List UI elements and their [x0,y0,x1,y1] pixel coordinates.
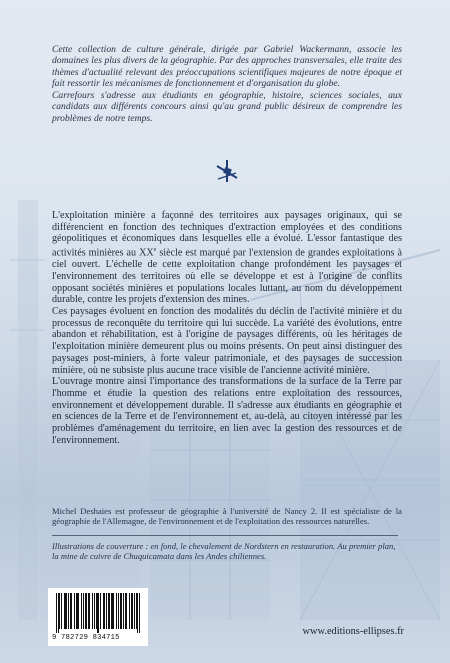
barcode-bar [108,593,109,629]
cover-credits: Illustrations de couverture : en fond, le chevalement de Nordstern en restauration. Au premier plan, la mine de cuivre de Chuquicamata dans les Andes chiliennes. [52,541,396,562]
barcode-bar [83,593,84,629]
barcode-bar [113,593,114,629]
barcode-bar [66,593,67,629]
barcode-bar [81,593,82,629]
barcode-bar [129,593,130,629]
collection-description [52,44,402,125]
summary-paragraph [52,210,402,306]
barcode-bar [78,593,79,629]
barcode-bar [100,593,101,629]
barcode-bar [137,593,138,633]
barcode-icon [56,593,140,633]
barcode-bar [76,593,77,629]
barcode-bar [112,593,113,629]
barcode [48,588,148,646]
barcode-bar [94,593,95,629]
barcode-bar [85,593,86,629]
barcode-bar [56,593,57,633]
barcode-bar [106,593,107,629]
barcode-bar [125,593,126,629]
barcode-bar [74,593,75,629]
century-superscript: e [153,247,157,254]
barcode-bar [120,593,121,629]
barcode-bar [89,593,90,629]
summary-text: L'exploitation minière a façonné des territoires aux paysages originaux, qui se différencient en fonction des techniques d'extraction employées et des conditions géopolitiques et économiques dans lesquelles elle a évolué. L'essor fantastique des activités minières au XX [52,210,402,259]
barcode-bar [68,593,69,629]
barcode-bar [126,593,127,629]
barcode-bar [131,593,132,629]
barcode-bar [118,593,119,629]
summary-text: siècle est marqué par l'extension de grandes exploitations à ciel ouvert. L'échelle de cette exploitation change profondément les paysages et l'environnement des territoires où elle se développe et est à l'origine de conflits opposant sociétés minières et populations locales luttant, au nom du développement durable, contre les projets d'extension des mines. [52,247,402,306]
book-summary [52,210,402,446]
barcode-bar [92,593,93,629]
barcode-bar [96,593,97,629]
barcode-bar [139,593,140,633]
barcode-bar [111,593,112,629]
barcode-bar [97,593,98,633]
barcode-bar [70,593,71,629]
barcode-bar [86,593,87,629]
publisher-website[interactable]: www.editions-ellipses.fr [302,626,404,637]
barcode-bar [109,593,110,629]
summary-paragraph: L'ouvrage montre ainsi l'importance des transformations de la surface de la Terre par l'homme et étudie la question des relations entre exploitation des ressources, environnement et développement durable. Il s'adresse aux étudiants en géographie et en sciences de la Terre et de l'environnement et, au-delà, au citoyen intéressé par les problèmes d'aménagement du territoire, en lien avec la gestion des ressources et de l'environnement. [52,376,402,446]
barcode-bar [61,593,62,629]
barcode-bar [103,593,104,629]
barcode-bar [64,593,65,629]
barcode-bar [104,593,105,629]
barcode-bar [116,593,117,629]
intro-paragraph: Carrefours s'adresse aux étudiants en géographie, histoire, sciences sociales, aux candidats aux différents concours ainsi qu'au grand public désireux de comprendre les problèmes de notre temps. [52,90,402,124]
barcode-bar [121,593,122,629]
intro-paragraph: Cette collection de culture générale, dirigée par Gabriel Wackermann, associe les domaines les plus divers de la géographie. Par des approches transversales, elle traite des thèmes d'actualité relevant des préoccupations scientifiques majeures de notre époque et fait ressortir les mécanismes de fonctionnement et d'organisation du globe. [52,44,402,89]
barcode-bar [59,593,60,629]
barcode-bar [88,593,89,629]
isbn-number: 9 782729 834715 [52,634,120,642]
barcode-bar [65,593,66,629]
barcode-bar [134,593,135,629]
divider [52,535,398,536]
barcode-bar [71,593,72,629]
summary-paragraph: Ces paysages évoluent en fonction des modalités du déclin de l'activité minière et du processus de reconquête du territoire qui lui succède. La variété des évolutions, entre abandon et réhabilitation, est à l'origine de paysages différents, où les héritages de l'exploitation minière demeurent plus ou moins présents. On peut ainsi distinguer des paysages post-miniers, à forte valeur patrimoniale, et des paysages de succession minière, où ne subsiste plus aucune trace visible de l'ancienne activité minière. [52,305,402,376]
barcode-bar [77,593,78,629]
collection-logo-icon [214,158,240,184]
barcode-bar [58,593,59,633]
barcode-bar [98,593,99,633]
author-bio: Michel Deshaies est professeur de géographie à l'université de Nancy 2. Il est spécialiste de la géographie de l'Allemagne, de l'environnement et de l'exploitation des ressources naturelles. [52,506,402,527]
barcode-bar [123,593,124,629]
barcode-bar [136,593,137,629]
barcode-bar [132,593,133,629]
